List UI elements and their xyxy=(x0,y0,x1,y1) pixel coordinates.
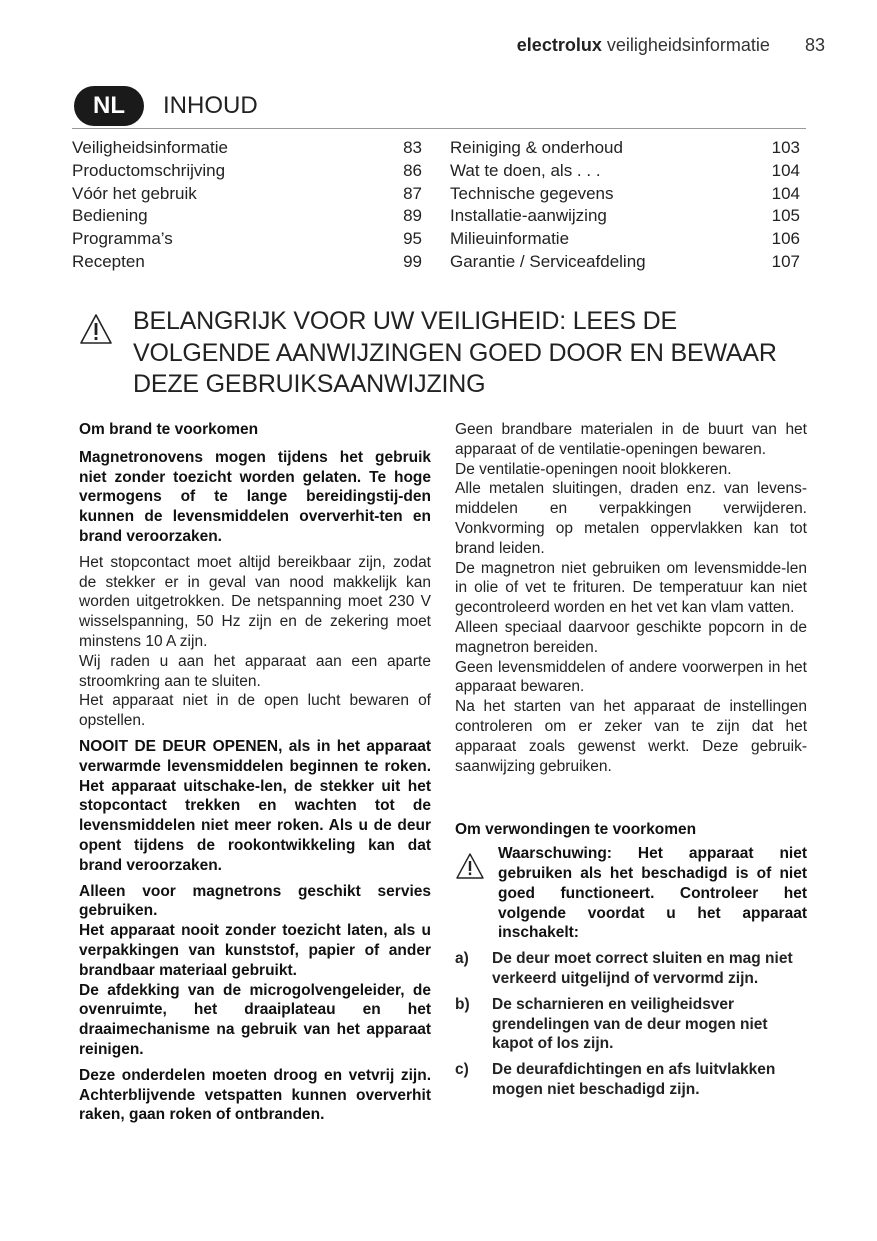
toc-entry[interactable]: Technische gegevens 104 xyxy=(450,183,800,203)
toc-entry[interactable]: Recepten 99 xyxy=(72,251,422,271)
paragraph: Het apparaat niet in de open lucht bewaren of opstellen. xyxy=(79,692,431,730)
section-name: veiligheidsinformatie xyxy=(606,35,770,55)
safety-heading: BELANGRIJK VOOR UW VEILIGHEID: LEES DE VOLGENDE AANWIJZINGEN GOED DOOR EN BEWAAR DEZE GEBRUIKSAANWIJZING xyxy=(133,307,777,398)
paragraph: Alleen speciaal daarvoor geschikte popcorn in de magnetron bereiden. xyxy=(455,618,807,656)
page-number: 83 xyxy=(804,35,825,55)
toc-entry[interactable]: Bediening 89 xyxy=(72,206,422,226)
injury-prevention-heading: Om verwondingen te voorkomen xyxy=(455,821,697,839)
paragraph: Alle metalen sluitingen, draden enz. van levens-middelen en verpakkingen verwijderen. Vonkvorming op metalen oppervlakken kan tot brand leiden. xyxy=(455,480,807,557)
toc-right-column xyxy=(450,137,800,274)
paragraph: Magnetronovens mogen tijdens het gebruik niet zonder toezicht worden gelaten. Te hoge vermogens of te lange bereidingstij-den kunnen de levensmiddelen oververhit-ten en brand veroorzaken. xyxy=(79,448,431,545)
toc-entry[interactable]: Wat te doen, als . . . 104 xyxy=(450,160,800,180)
toc-entry[interactable]: Installatie-aanwijzing 105 xyxy=(450,206,800,226)
paragraph: Na het starten van het apparaat de instellingen controleren om er zeker van te zijn dat het apparaat zoals gewenst werkt. Deze gebruik-saanwijzing gebruiken. xyxy=(455,698,807,775)
toc-entry[interactable]: Veiligheidsinformatie 83 xyxy=(72,138,422,157)
toc-entry[interactable]: Garantie / Serviceafdeling 107 xyxy=(450,251,800,271)
language-badge: NL xyxy=(74,86,144,126)
toc-divider xyxy=(72,128,806,129)
right-text-column xyxy=(455,420,807,1100)
brand-name: electrolux xyxy=(516,35,602,55)
warning-triangle-icon xyxy=(455,852,485,880)
paragraph: De ventilatie-openingen nooit blokkeren. xyxy=(455,460,732,478)
paragraph: NOOIT DE DEUR OPENEN, als in het apparaat verwarmde levensmiddelen beginnen te roken. Het apparaat uitschake-len, de stekker uit het stopcontact trekken en wachten tot de levensmiddelen niet meer roken. Als u de deur opent tijdens de rookontwikkeling kan dat brand veroorzaken. xyxy=(79,737,431,874)
paragraph: De magnetron niet gebruiken om levensmidde-len in olie of vet te frituren. De temperatuur kan niet gecontroleerd worden en het vet kan vlam vatten. xyxy=(455,559,807,617)
toc-entry[interactable]: Programma’s 95 xyxy=(72,229,422,249)
list-item: b) De scharnieren en veiligheidsver grendelingen van de deur mogen niet kapot of los zijn. xyxy=(455,995,768,1053)
fire-prevention-heading: Om brand te voorkomen xyxy=(79,421,259,438)
toc-title: INHOUD xyxy=(163,92,258,119)
warning-notice xyxy=(455,844,807,943)
paragraph: Deze onderdelen moeten droog en vetvrij zijn. Achterblijvende vetspatten kunnen oververhit raken, gaan roken of ontbranden. xyxy=(79,1066,431,1124)
paragraph: Geen brandbare materialen in de buurt van het apparaat of de ventilatie-openingen bewaren. xyxy=(455,421,807,458)
list-item: c) De deurafdichtingen en afs luitvlakken mogen niet beschadigd zijn. xyxy=(455,1061,776,1098)
warning-text: Waarschuwing: Het apparaat niet gebruiken als het beschadigd is of niet goed functioneert. Controleer het volgende voordat u het apparaat inschakelt: xyxy=(498,845,807,942)
paragraph: Het apparaat nooit zonder toezicht laten, als u verpakkingen van kunststof, papier of ander brandbaar materiaal gebruikt. xyxy=(79,922,431,979)
paragraph: Alleen voor magnetrons geschikt servies gebruiken. xyxy=(79,882,431,920)
toc-entry[interactable]: Vóór het gebruik 87 xyxy=(72,183,422,203)
toc-left-column xyxy=(72,137,422,274)
list-item: a) De deur moet correct sluiten en mag niet verkeerd uitgelijnd of vervormd zijn. xyxy=(455,950,793,987)
paragraph: De afdekking van de microgolvengeleider, de ovenruimte, het draaiplateau en het draaimechanisme na gebruik van het apparaat reinigen. xyxy=(79,981,431,1058)
left-text-column xyxy=(79,420,431,1125)
toc-entry[interactable]: Milieuinformatie 106 xyxy=(450,229,800,249)
paragraph: Het stopcontact moet altijd bereikbaar zijn, zodat de stekker er in geval van nood makkelijk kan worden uitgetrokken. De netspanning moet 230 V wisselspanning, 50 Hz zijn en de zekering moet minstens 10 A zijn. xyxy=(79,553,431,650)
paragraph: Wij raden u aan het apparaat aan een aparte stroomkring aan te sluiten. xyxy=(79,652,431,690)
page-header xyxy=(517,35,825,56)
toc-entry[interactable]: Reiniging & onderhoud 103 xyxy=(450,138,800,157)
toc-entry[interactable]: Productomschrijving 86 xyxy=(72,160,422,180)
paragraph: Geen levensmiddelen of andere voorwerpen in het apparaat bewaren. xyxy=(455,658,807,696)
warning-triangle-icon xyxy=(78,312,114,346)
